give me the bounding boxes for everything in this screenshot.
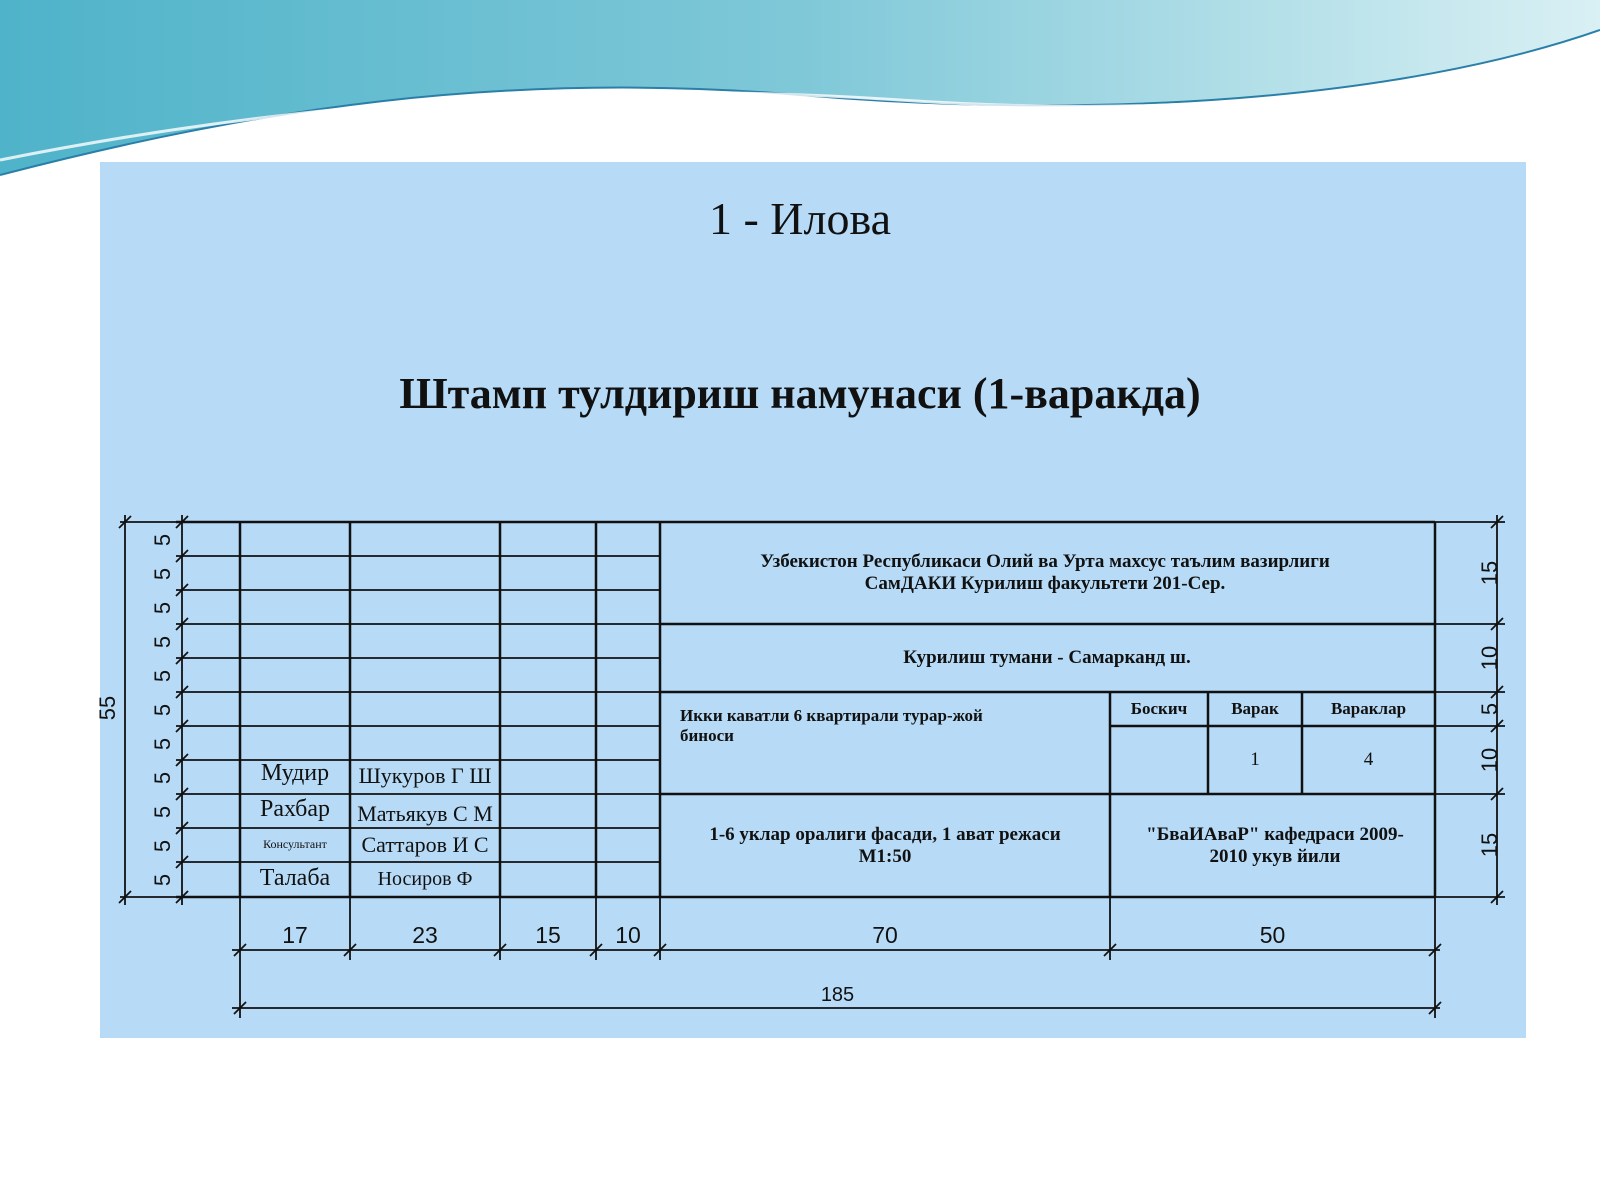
stamp-project-name: Икки каватли 6 квартирали турар-жой биноси: [680, 706, 983, 745]
signature-role-student: Талаба: [259, 865, 331, 892]
dimension-row-label: 5: [150, 873, 175, 887]
dimension-row-label: 10: [1477, 747, 1502, 773]
dimension-row-label: 5: [150, 601, 175, 615]
page-title: Штамп тулдириш намунаси (1-варакда): [399, 369, 1201, 418]
dimension-row-label: 5: [150, 669, 175, 683]
stamp-stage-value: [1111, 727, 1207, 793]
signature-name-consultant: Саттаров И С: [361, 832, 489, 858]
dimension-label: 50: [1259, 922, 1286, 948]
dimension-row-label: 5: [150, 635, 175, 649]
stamp-sheets-value: 4: [1363, 749, 1374, 771]
dimension-label: 17: [282, 922, 308, 948]
dimension-height-total: 55: [95, 695, 120, 721]
dimension-row-label: 5: [150, 703, 175, 717]
dimension-row-label: 5: [150, 771, 175, 785]
stamp-sheet-value: 1: [1250, 749, 1260, 771]
dimension-label: 10: [615, 922, 641, 948]
appendix-number: 1 - Илова: [708, 193, 892, 244]
dimension-row-label: 5: [150, 839, 175, 853]
stamp-department: "БваИАваР" кафедраси 2009-2010 укув йили: [1146, 824, 1404, 867]
stamp-drawing-name: 1-6 уклар оралиги фасади, 1 ават режаси М1:50: [709, 824, 1061, 867]
stamp-sheets-label: Вараклар: [1330, 699, 1407, 719]
signature-role-consultant: Консультант: [263, 837, 327, 852]
dimension-label: 70: [872, 922, 898, 948]
dimension-row-label: 15: [1477, 560, 1502, 586]
stamp-stage-label: Боскич: [1130, 699, 1188, 719]
signature-name-head: Шукуров Г Ш: [358, 763, 492, 789]
dimension-row-label: 5: [150, 533, 175, 547]
dimension-label: 23: [412, 922, 438, 948]
dimension-row-label: 5: [1477, 702, 1502, 716]
signature-role-supervisor: Рахбар: [260, 796, 330, 823]
dimension-row-label: 5: [150, 737, 175, 751]
dimension-row-label: 5: [150, 567, 175, 581]
stamp-location: Курилиш тумани - Самарканд ш.: [903, 647, 1191, 669]
dimension-row-label: 10: [1477, 645, 1502, 671]
signature-name-supervisor: Матьякув С М: [357, 801, 493, 827]
dimension-row-label: 15: [1477, 832, 1502, 858]
signature-role-head: Мудир: [260, 760, 330, 787]
signature-name-student: Носиров Ф: [377, 867, 473, 890]
stamp-sheet-label: Варак: [1231, 699, 1279, 719]
dimension-row-label: 5: [150, 805, 175, 819]
dimension-label: 15: [535, 922, 561, 948]
stamp-organization: Узбекистон Республикаси Олий ва Урта махсус таълим вазирлиги СамДАКИ Курилиш факультети 201-Сер.: [760, 551, 1330, 594]
dimension-total-label: 185: [820, 984, 855, 1006]
